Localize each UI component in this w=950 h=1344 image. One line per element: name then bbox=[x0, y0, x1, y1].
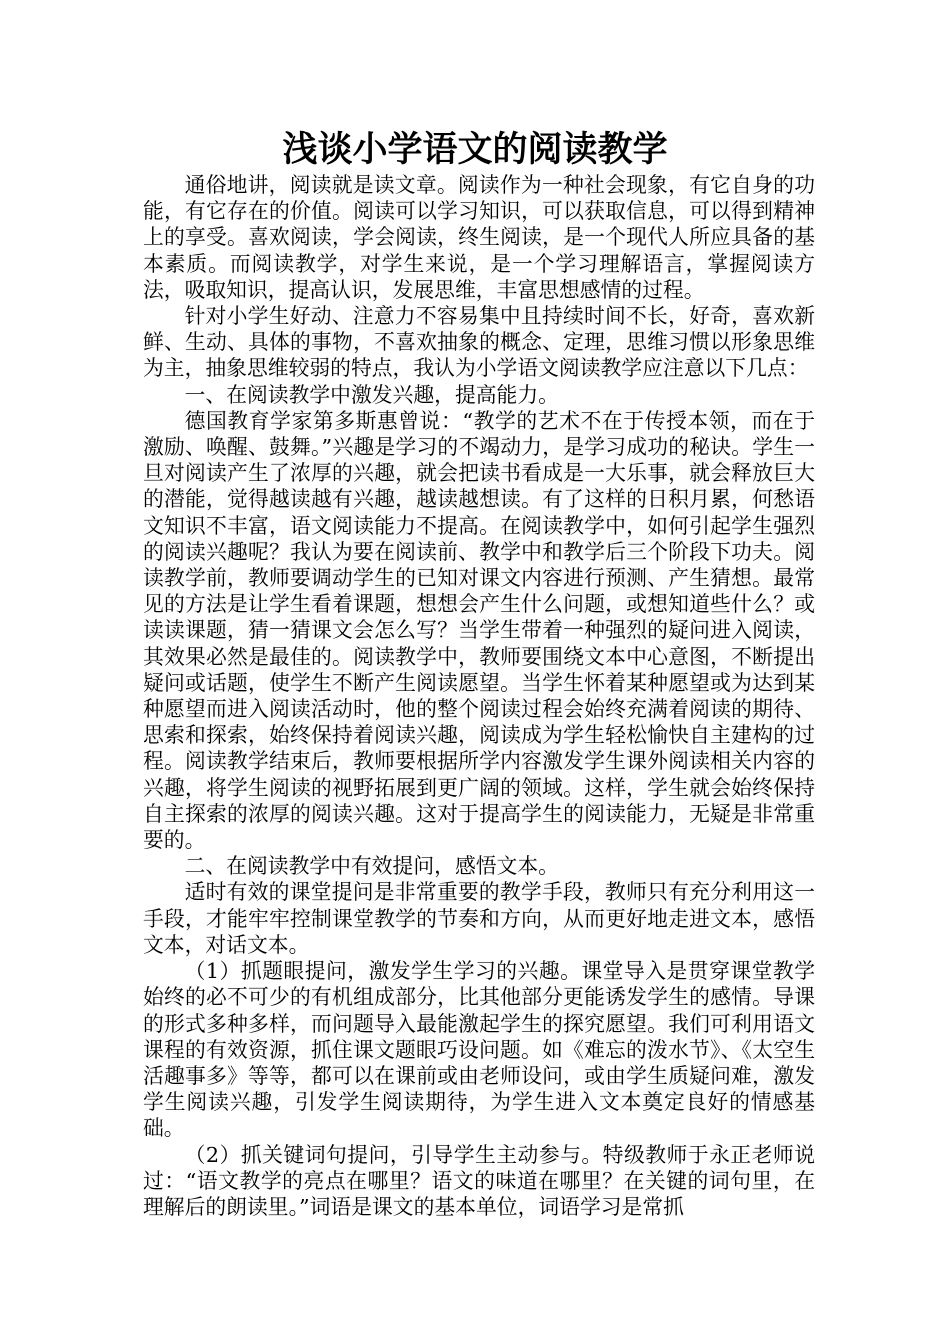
paragraph-interest: 德国教育学家第多斯惠曾说：“教学的艺术不在于传授本领，而在于激励、唤醒、鼓舞。”兴趣是学习的不竭动力，是学习成功的秘诀。学生一旦对阅读产生了浓厚的兴趣，就会把读书看成是一大乐事，就会释放巨大的潜能，觉得越读越有兴趣，越读越想读。有了这样的日积月累，何愁语文知识不丰富，语文阅读能力不提高。在阅读教学中，如何引起学生强烈的阅读兴趣呢？我认为要在阅读前、教学中和教学后三个阶段下功夫。阅读教学前，教师要调动学生的已知对课文内容进行预测、产生猜想。最常见的方法是让学生看着课题，想想会产生什么问题，或想知道些什么？或读读课题，猜一猜课文会怎么写？当学生带着一种强烈的疑问进入阅读，其效果必然是最佳的。阅读教学中，教师要围绕文本中心意图，不断提出疑问或话题，使学生不断产生阅读愿望。当学生怀着某种愿望或为达到某种愿望而进入阅读活动时，他的整个阅读过程会始终充满着阅读的期待、思索和探索，始终保持着阅读兴趣，阅读成为学生轻松愉快自主建构的过程。阅读教学结束后，教师要根据所学内容激发学生课外阅读相关内容的兴趣，将学生阅读的视野拓展到更广阔的领域。这样，学生就会始终保持自主探索的浓厚的阅读兴趣。这对于提高学生的阅读能力，无疑是非常重要的。 bbox=[143, 408, 815, 853]
paragraph-intro: 通俗地讲，阅读就是读文章。阅读作为一种社会现象，有它自身的功能，有它存在的价值。阅读可以学习知识，可以获取信息，可以得到精神上的享受。喜欢阅读，学会阅读，终生阅读，是一个现代人所应具备的基本素质。而阅读教学，对学生来说，是一个学习理解语言，掌握阅读方法，吸取知识，提高认识，发展思维，丰富思想感情的过程。 bbox=[143, 173, 815, 302]
section-heading-1: 一、在阅读教学中激发兴趣，提高能力。 bbox=[184, 382, 559, 407]
paragraph-questioning: 适时有效的课堂提问是非常重要的教学手段，教师只有充分利用这一手段，才能牢牢控制课堂教学的节奏和方向，从而更好地走进文本，感悟文本，对话文本。 bbox=[143, 880, 815, 957]
paragraph-point-1: （1）抓题眼提问，激发学生学习的兴趣。课堂导入是贯穿课堂教学始终的必不可少的有机组成部分，比其他部分更能诱发学生的感情。导课的形式多种多样，而问题导入最能激起学生的探究愿望。我们可利用语文课程的有效资源，抓住课文题眼巧设问题。如《难忘的泼水节》、《太空生活趣事多》等等，都可以在课前或由老师设问，或由学生质疑问难，激发学生阅读兴趣，引发学生阅读期待，为学生进入文本奠定良好的情感基础。 bbox=[143, 959, 815, 1141]
paragraph-point-2: （2）抓关键词句提问，引导学生主动参与。特级教师于永正老师说过：“语文教学的亮点在哪里？语文的味道在哪里？在关键的词句里，在理解后的朗读里。”词语是课文的基本单位，词语学习是常抓 bbox=[143, 1142, 815, 1219]
document-body bbox=[143, 172, 815, 1220]
document-title: 浅谈小学语文的阅读教学 bbox=[282, 129, 668, 170]
section-heading-2: 二、在阅读教学中有效提问，感悟文本。 bbox=[184, 854, 559, 879]
paragraph-student-traits: 针对小学生好动、注意力不容易集中且持续时间不长，好奇，喜欢新鲜、生动、具体的事物，不喜欢抽象的概念、定理，思维习惯以形象思维为主，抽象思维较弱的特点，我认为小学语文阅读教学应注意以下几点： bbox=[143, 304, 815, 381]
